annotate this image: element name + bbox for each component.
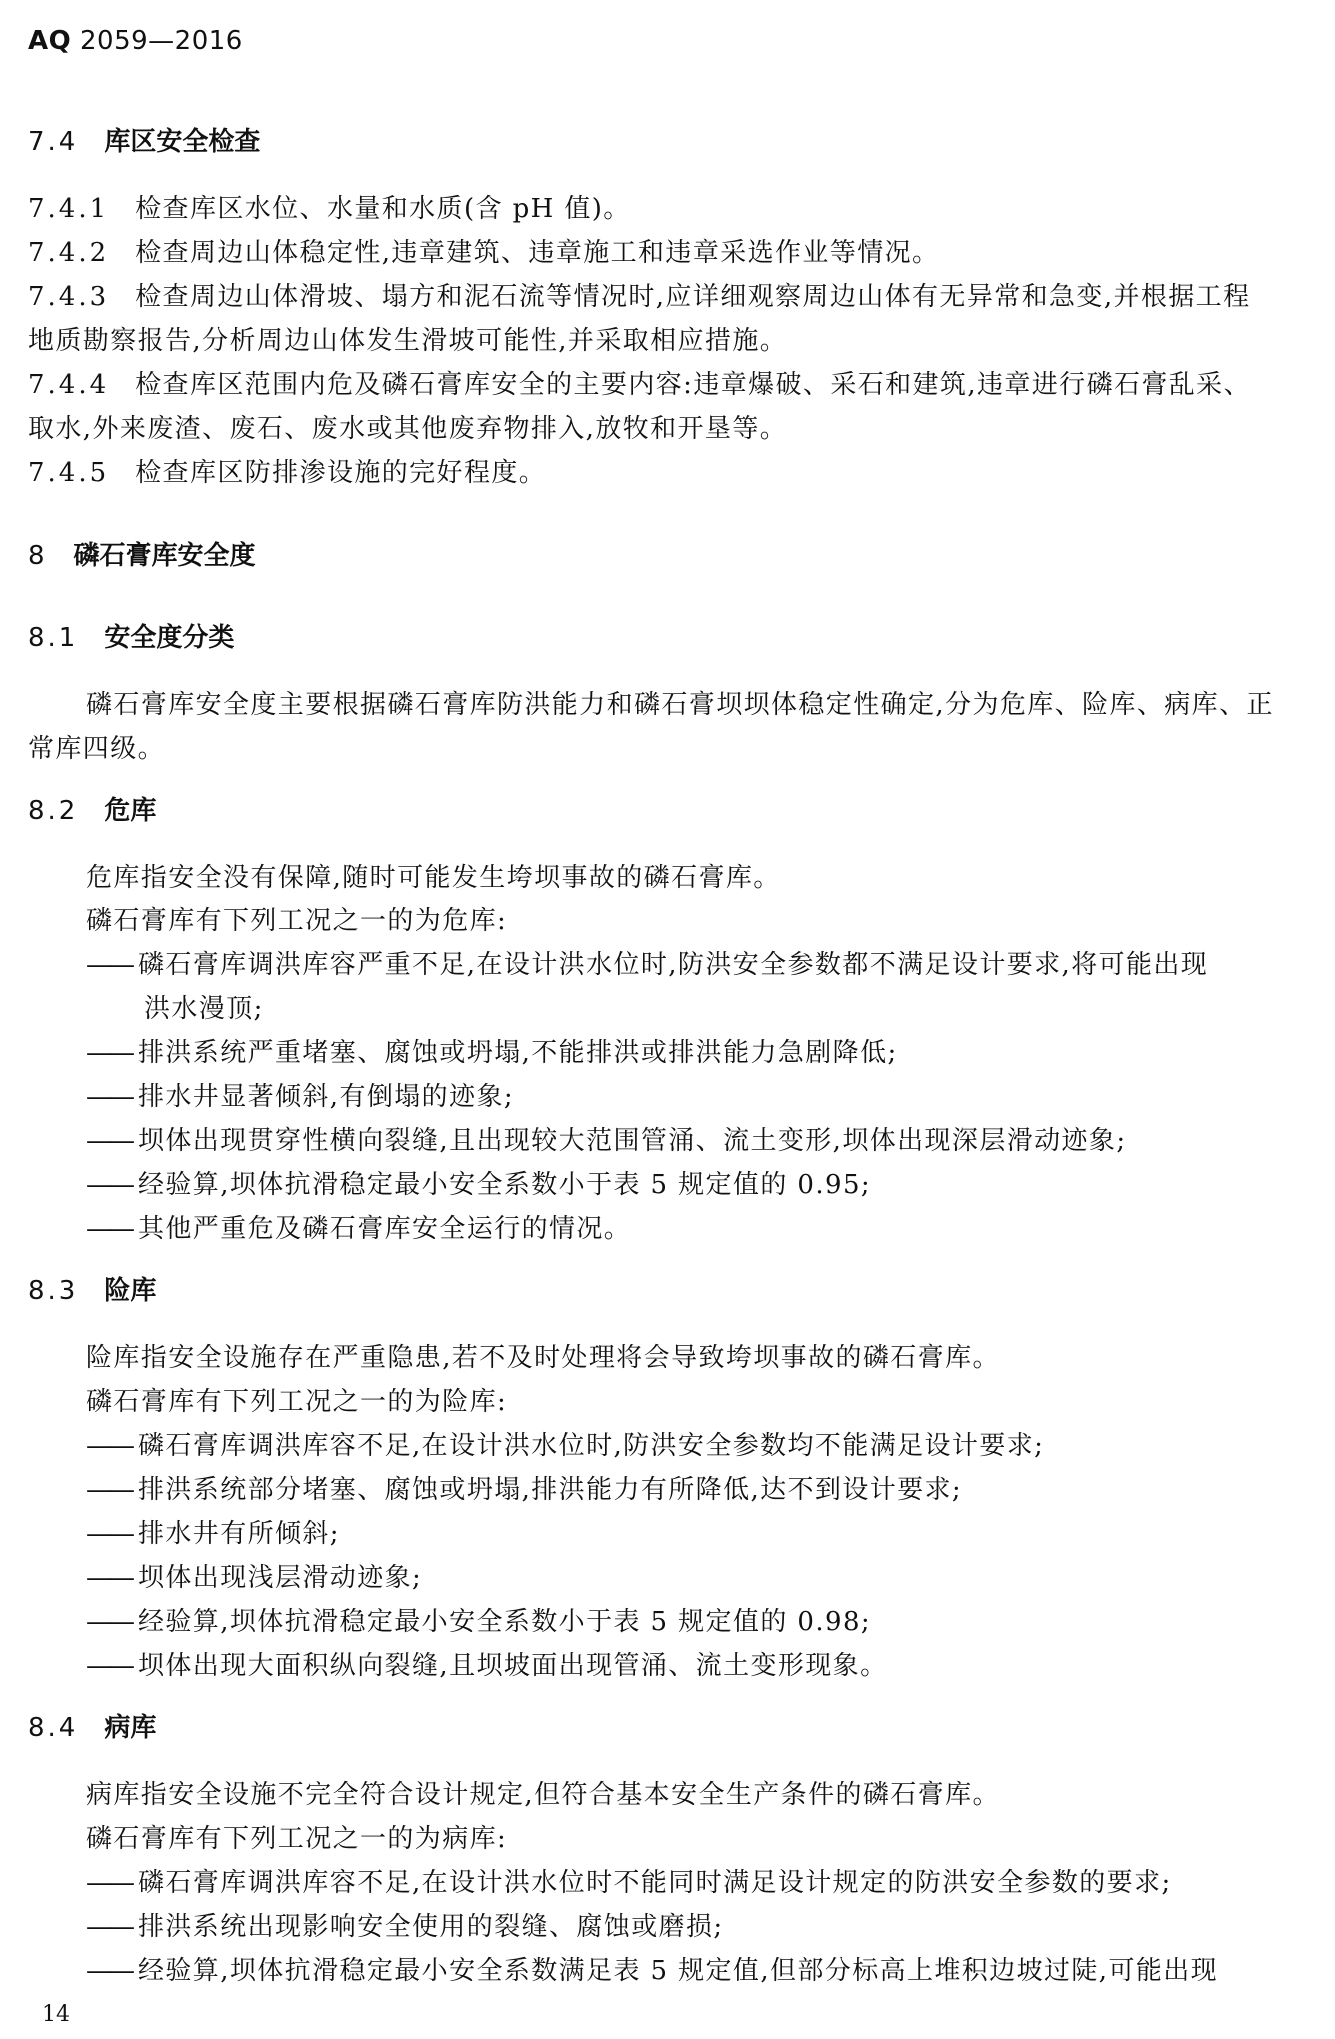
section-heading-7-4: 7.4 库区安全检查: [28, 127, 261, 157]
standard-code: AQ: [28, 26, 72, 56]
standard-header: [28, 26, 243, 56]
paragraph-8-1-line-1: 磷石膏库安全度主要根据磷石膏库防洪能力和磷石膏坝坝体稳定性确定,分为危库、险库、病库、正: [86, 690, 1274, 720]
page-number: 14: [42, 2002, 70, 2027]
paragraph-8-3-intro: 磷石膏库有下列工况之一的为险库:: [86, 1387, 508, 1417]
list-item-8-4-2: —— 排洪系统出现影响安全使用的裂缝、腐蚀或磨损;: [86, 1912, 724, 1942]
list-item-8-4-3: —— 经验算,坝体抗滑稳定最小安全系数满足表 5 规定值,但部分标高上堆积边坡过陡,可能出现: [86, 1956, 1218, 1986]
section-heading-8-2: 8.2 危库: [28, 796, 157, 826]
list-item-8-2-6: —— 其他严重危及磷石膏库安全运行的情况。: [86, 1214, 631, 1244]
list-item-8-3-1: —— 磷石膏库调洪库容不足,在设计洪水位时,防洪安全参数均不能满足设计要求;: [86, 1431, 1044, 1461]
paragraph-8-2-intro: 磷石膏库有下列工况之一的为危库:: [86, 906, 508, 936]
clause-7-4-4-cont: 取水,外来废渣、废石、废水或其他废弃物排入,放牧和开垦等。: [28, 414, 788, 444]
paragraph-8-4-intro: 磷石膏库有下列工况之一的为病库:: [86, 1824, 508, 1854]
list-item-8-2-2: —— 排洪系统严重堵塞、腐蚀或坍塌,不能排洪或排洪能力急剧降低;: [86, 1038, 898, 1068]
clause-7-4-5: 7.4.5 检查库区防排渗设施的完好程度。: [28, 458, 547, 488]
paragraph-8-4-definition: 病库指安全设施不完全符合设计规定,但符合基本安全生产条件的磷石膏库。: [86, 1780, 1000, 1810]
paragraph-8-1-line-2: 常库四级。: [28, 734, 166, 764]
section-heading-8-4: 8.4 病库: [28, 1713, 157, 1743]
list-item-8-3-5: —— 经验算,坝体抗滑稳定最小安全系数小于表 5 规定值的 0.98;: [86, 1607, 871, 1637]
clause-7-4-1: 7.4.1 检查库区水位、水量和水质(含 pH 值)。: [28, 194, 631, 224]
clause-7-4-4: 7.4.4 检查库区范围内危及磷石膏库安全的主要内容:违章爆破、采石和建筑,违章进行磷石膏乱采、: [28, 370, 1251, 400]
paragraph-8-2-definition: 危库指安全没有保障,随时可能发生垮坝事故的磷石膏库。: [86, 863, 781, 893]
chapter-heading-8: 8 磷石膏库安全度: [28, 541, 256, 571]
clause-7-4-3-cont: 地质勘察报告,分析周边山体发生滑坡可能性,并采取相应措施。: [28, 326, 788, 356]
clause-7-4-3: 7.4.3 检查周边山体滑坡、塌方和泥石流等情况时,应详细观察周边山体有无异常和急变,并根据工程: [28, 282, 1251, 312]
section-heading-8-3: 8.3 险库: [28, 1276, 157, 1306]
standard-number: 2059—2016: [80, 26, 243, 56]
list-item-8-2-3: —— 排水井显著倾斜,有倒塌的迹象;: [86, 1082, 514, 1112]
section-heading-8-1: 8.1 安全度分类: [28, 623, 235, 653]
list-item-8-3-2: —— 排洪系统部分堵塞、腐蚀或坍塌,排洪能力有所降低,达不到设计要求;: [86, 1475, 962, 1505]
paragraph-8-3-definition: 险库指安全设施存在严重隐患,若不及时处理将会导致垮坝事故的磷石膏库。: [86, 1343, 1000, 1373]
clause-7-4-2: 7.4.2 检查周边山体稳定性,违章建筑、违章施工和违章采选作业等情况。: [28, 238, 940, 268]
list-item-8-3-3: —— 排水井有所倾斜;: [86, 1519, 340, 1549]
list-item-8-3-4: —— 坝体出现浅层滑动迹象;: [86, 1563, 422, 1593]
list-item-8-4-1: —— 磷石膏库调洪库容不足,在设计洪水位时不能同时满足设计规定的防洪安全参数的要求;: [86, 1868, 1172, 1898]
list-item-8-2-5: —— 经验算,坝体抗滑稳定最小安全系数小于表 5 规定值的 0.95;: [86, 1170, 871, 1200]
list-item-8-2-4: —— 坝体出现贯穿性横向裂缝,且出现较大范围管涌、流土变形,坝体出现深层滑动迹象;: [86, 1126, 1127, 1156]
list-item-8-2-1: —— 磷石膏库调洪库容严重不足,在设计洪水位时,防洪安全参数都不满足设计要求,将可能出现: [86, 950, 1208, 980]
list-item-8-3-6: —— 坝体出现大面积纵向裂缝,且坝坡面出现管涌、流土变形现象。: [86, 1651, 887, 1681]
list-item-8-2-1-cont: 洪水漫顶;: [144, 994, 264, 1024]
